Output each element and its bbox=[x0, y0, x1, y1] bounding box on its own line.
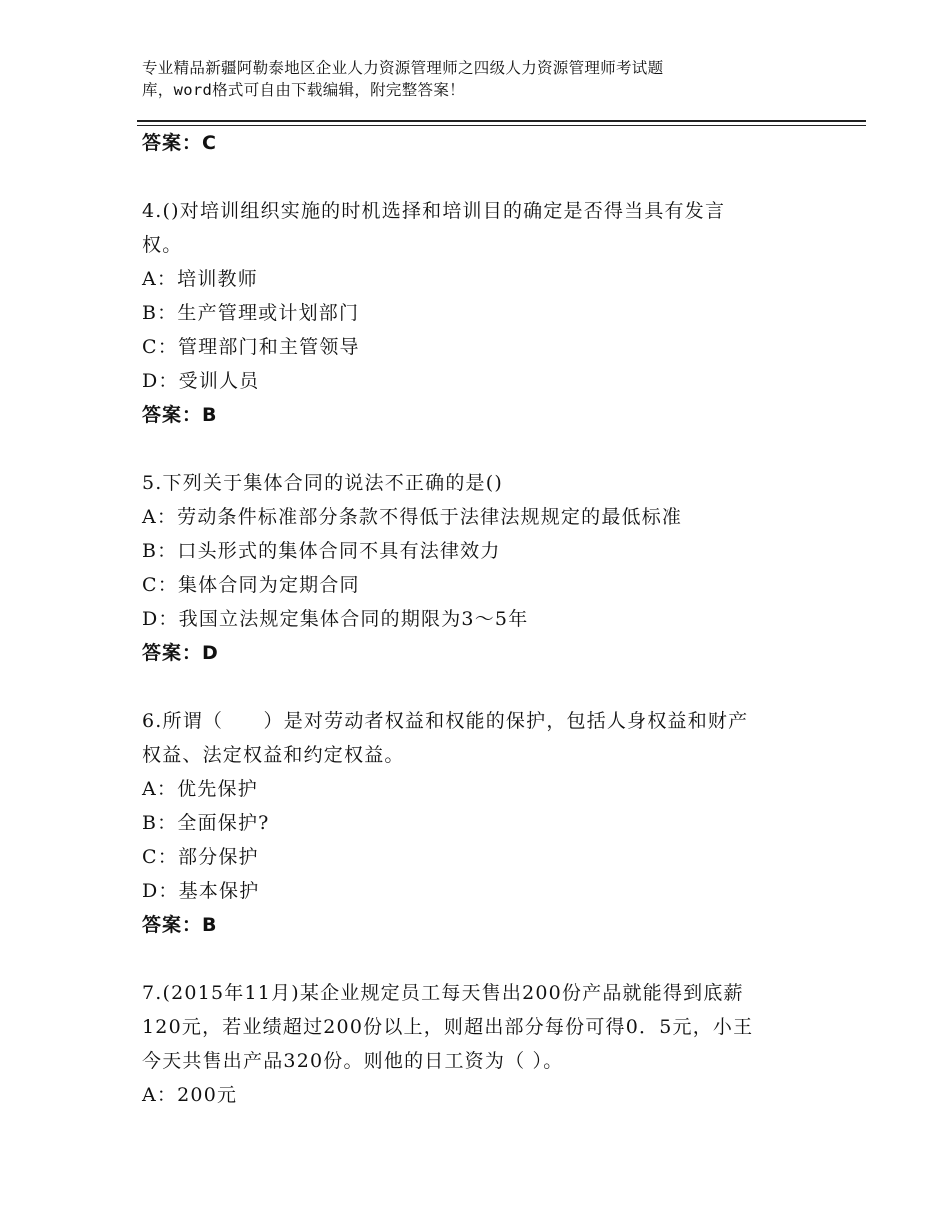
option-c: C：集体合同为定期合同 bbox=[142, 574, 360, 596]
question-5 bbox=[142, 466, 802, 670]
question-4 bbox=[142, 194, 802, 432]
option-a: A：劳动条件标准部分条款不得低于法律法规规定的最低标准 bbox=[142, 506, 683, 528]
question-text: 权。 bbox=[142, 234, 183, 256]
document-header bbox=[142, 57, 842, 101]
option-b: B：口头形式的集体合同不具有法律效力 bbox=[142, 540, 501, 562]
option-d: D：受训人员 bbox=[142, 370, 260, 392]
question-text: 4.()对培训组织实施的时机选择和培训目的确定是否得当具有发言 bbox=[142, 200, 726, 222]
option-d: D：基本保护 bbox=[142, 880, 260, 902]
option-a: A：200元 bbox=[142, 1084, 238, 1106]
question-text: 7.(2015年11月)某企业规定员工每天售出200份产品就能得到底薪 bbox=[142, 982, 744, 1004]
option-b: B：生产管理或计划部门 bbox=[142, 302, 360, 324]
option-c: C：部分保护 bbox=[142, 846, 259, 868]
header-rule-thick bbox=[137, 120, 866, 122]
option-d: D：我国立法规定集体合同的期限为3～5年 bbox=[142, 608, 529, 630]
answer-label: 答案：B bbox=[142, 404, 218, 426]
option-a: A：优先保护 bbox=[142, 778, 258, 800]
question-text: 权益、法定权益和约定权益。 bbox=[142, 744, 405, 766]
option-b: B：全面保护? bbox=[142, 812, 270, 834]
question-text: 6.所谓（ ）是对劳动者权益和权能的保护，包括人身权益和财产 bbox=[142, 710, 749, 732]
question-text: 今天共售出产品320份。则他的日工资为（ ）。 bbox=[142, 1050, 564, 1072]
answer-label: 答案：D bbox=[142, 642, 219, 664]
question-list bbox=[142, 126, 802, 1112]
question-7 bbox=[142, 976, 802, 1112]
question-text: 5.下列关于集体合同的说法不正确的是() bbox=[142, 472, 503, 494]
answer-label: 答案：B bbox=[142, 914, 218, 936]
option-a: A：培训教师 bbox=[142, 268, 258, 290]
header-line-2: 库，word格式可自由下载编辑，附完整答案！ bbox=[142, 81, 465, 99]
option-c: C：管理部门和主管领导 bbox=[142, 336, 360, 358]
answer-label: 答案：C bbox=[142, 132, 217, 154]
question-6 bbox=[142, 704, 802, 942]
question-text: 120元，若业绩超过200份以上，则超出部分每份可得0．5元，小王 bbox=[142, 1016, 754, 1038]
header-line-1: 专业精品新疆阿勒泰地区企业人力资源管理师之四级人力资源管理师考试题 bbox=[142, 59, 664, 77]
